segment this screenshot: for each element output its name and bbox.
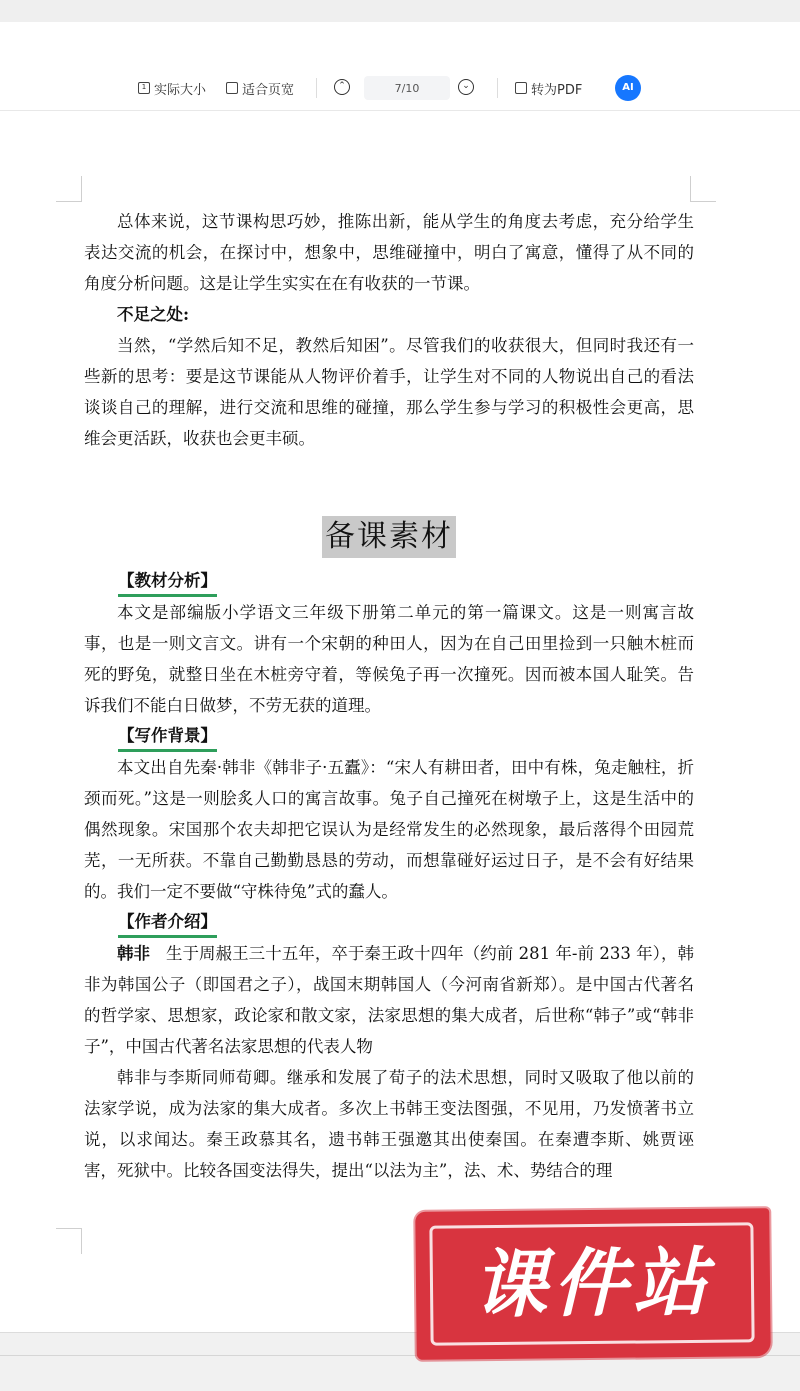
toolbar-divider — [316, 78, 317, 98]
watermark-text: 课件站 — [472, 1239, 714, 1329]
top-strip — [0, 0, 800, 22]
fit-width-label: 适合页宽 — [242, 82, 295, 98]
paragraph-writing-background: 本文出自先秦·韩非《韩非子·五蠹》：“宋人有耕田者，田中有株，兔走触柱，折颈而死。”这是一则脍炙人口的寓言故事。兔子自己撞死在树墩子上，这是生活中的偶然现象。宋国那个农夫却把它误认为是经常发生的必然现象，最后落得个田园荒芜，一无所获。不靠自己勤勤恳恳的劳动，而想靠碰好运过日子，是不会有好结果的。我们一定不要做“守株待兔”式的蠢人。 — [84, 758, 694, 901]
next-page-button[interactable] — [458, 79, 474, 95]
ai-assistant-button[interactable] — [615, 75, 641, 101]
page-title: 备课素材 — [322, 516, 456, 558]
page-number-input[interactable] — [364, 76, 450, 100]
paragraph-author-detail: 韩非与李斯同师荀卿。继承和发展了荀子的法术思想，同时又吸取了他以前的法家学说，成为法家的集大成者。多次上书韩王变法图强，不见用，乃发愤著书立说，以求闻达。秦王政慕其名，遗书韩王强邀其出使秦国。在秦遭李斯、姚贾诬害，死狱中。比较各国变法得失，提出“以法为主”，法、术、势结合的理 — [84, 1068, 694, 1180]
actual-size-label: 实际大小 — [154, 82, 207, 98]
section-heading-textbook-analysis: 【教材分析】 — [118, 568, 217, 597]
actual-size-button[interactable] — [138, 78, 206, 98]
author-intro-text: 生于周赧王三十五年，卒于秦王政十四年（约前 281 年-前 233 年），韩非为韩国公子（即国君之子），战国末期韩国人（今河南省新郑）。是中国古代著名的哲学家、思想家，政论家和散文家，法家思想的集大成者，后世称“韩子”或“韩非子”，中国古代著名法家思想的代表人物 — [84, 944, 694, 1056]
title-wrapper — [84, 516, 694, 562]
watermark-stamp — [415, 1208, 771, 1360]
fit-width-button[interactable] — [226, 78, 294, 98]
fit-width-icon — [226, 82, 238, 94]
paragraph-author-intro — [84, 938, 694, 1062]
paragraph-shortcoming: 当然，“学然后知不足，教然后知困”。尽管我们的收获很大，但同时我还有一些新的思考：要是这节课能从人物评价着手，让学生对不同的人物说出自己的看法谈谈自己的理解，进行交流和思维的碰撞，那么学生参与学习的积极性会更高，思维会更活跃，收获也会更丰硕。 — [84, 336, 694, 448]
page-corner-mark — [56, 176, 82, 202]
actual-size-icon: 1 — [138, 82, 150, 94]
section-heading-writing-background: 【写作背景】 — [118, 723, 217, 752]
document-page — [84, 206, 694, 1186]
viewer-toolbar — [0, 66, 800, 111]
page-corner-mark — [690, 176, 716, 202]
pdf-icon — [515, 82, 527, 94]
section-heading-author-intro: 【作者介绍】 — [118, 909, 217, 938]
shortcoming-heading: 不足之处: — [117, 305, 190, 324]
convert-to-pdf-button[interactable] — [515, 78, 582, 98]
paragraph-textbook-analysis: 本文是部编版小学语文三年级下册第二单元的第一篇课文。这是一则寓言故事，也是一则文言文。讲有一个宋朝的种田人，因为在自己田里捡到一只触木桩而死的野兔，就整日坐在木桩旁守着，等候兔子再一次撞死。因而被本国人耻笑。告诉我们不能白日做梦，不劳无获的道理。 — [84, 603, 694, 715]
paragraph-summary: 总体来说，这节课构思巧妙，推陈出新，能从学生的角度去考虑，充分给学生表达交流的机会，在探讨中，想象中，思维碰撞中，明白了寓意，懂得了从不同的角度分析问题。这是让学生实实在在有收获的一节课。 — [84, 212, 694, 293]
section-heading-row — [84, 907, 694, 938]
convert-to-pdf-label: 转为PDF — [531, 82, 583, 98]
chevron-up-icon: ⌃ — [338, 81, 346, 91]
section-heading-row — [84, 566, 694, 597]
toolbar-divider — [497, 78, 498, 98]
ai-icon: AI — [622, 82, 634, 93]
author-name: 韩非 — [117, 944, 151, 963]
header-band — [0, 22, 800, 67]
page-corner-mark — [56, 1228, 82, 1254]
section-heading-row — [84, 721, 694, 752]
chevron-down-icon: ⌄ — [462, 81, 470, 91]
previous-page-button[interactable] — [334, 79, 350, 95]
